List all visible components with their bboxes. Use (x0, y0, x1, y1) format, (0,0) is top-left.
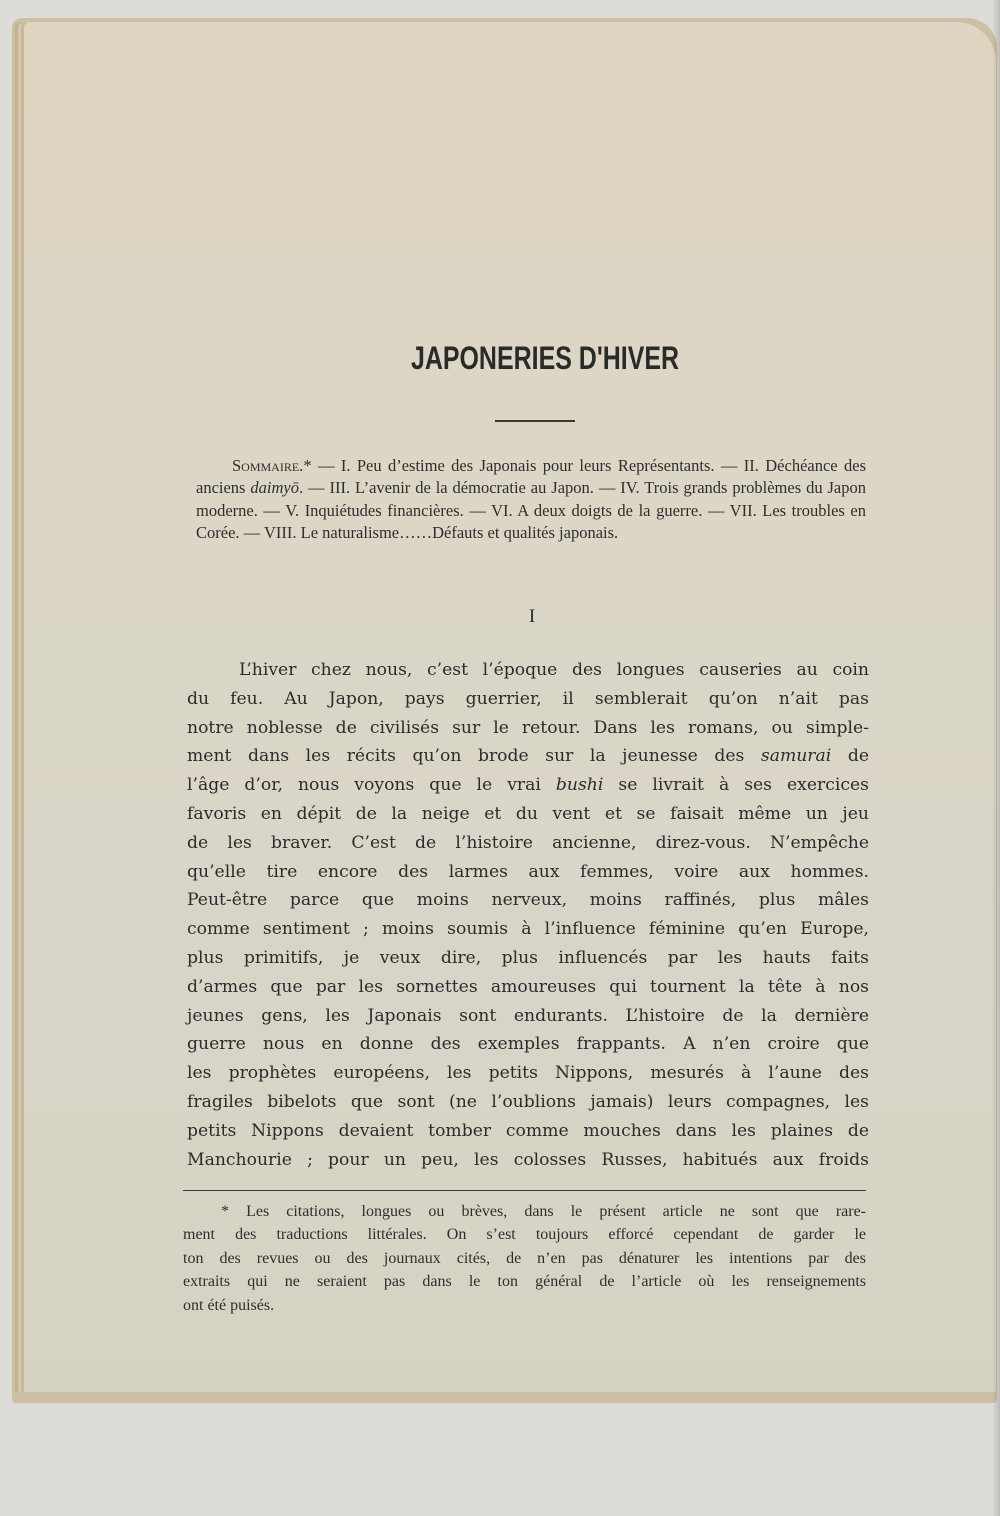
body-line: Peut-être parce que moins nerveux, moins raffinés, plus mâles (187, 890, 869, 911)
body-line: guerre nous en donne des exemples frappants. A n’en croire que (187, 1034, 869, 1055)
footnote-line: extraits qui ne seraient pas dans le ton général de l’article où les renseignements (183, 1273, 866, 1291)
body-line: de les braver. C’est de l’histoire ancienne, direz-vous. N’empêche (187, 832, 869, 853)
summary (196, 455, 866, 545)
body-line: qu’elle tire encore des larmes aux femmes, voire aux hommes. (187, 861, 869, 882)
page-shadow (992, 0, 1000, 1516)
body-text (187, 656, 869, 1174)
body-line: jeunes gens, les Japonais sont endurants. L’histoire de la dernière (187, 1005, 869, 1026)
body-line: plus primitifs, je veux dire, plus influencés par les hauts faits (187, 947, 869, 968)
body-line: Manchourie ; pour un peu, les colosses Russes, habitués aux froids (187, 1149, 869, 1170)
summary-text-2: . — III. L’avenir de la démocratie au Japon. — IV. Trois grands problèmes du Japon moderne. — V. Inquiétudes financières. — VI. A deux doigts de la guerre. — VII. Les troubles en Corée. — VIII. Le naturalisme……Défauts et qualités japonais. (196, 478, 866, 543)
summary-text-1: — I. Peu d’estime des Japonais pour leurs Représentants. — II. Déchéance des anciens (196, 456, 866, 498)
footnote-line: ont été puisés. (183, 1296, 275, 1314)
footnote-line: ment des traductions littérales. On s’est toujours efforcé cependant de garder le (183, 1226, 866, 1244)
body-line: du feu. Au Japon, pays guerrier, il semblerait qu’on n’ait pas (187, 688, 869, 709)
italic-term: samurai (760, 746, 832, 767)
section-number: I (528, 606, 536, 627)
footnote-marker: * (303, 456, 312, 475)
body-line: notre noblesse de civilisés sur le retour. Dans les romans, ou simple- (187, 717, 869, 738)
footnote-line: ton des revues ou des journaux cités, de n’en pas dénaturer les intentions par des (183, 1249, 866, 1267)
body-line: fragiles bibelots que sont (ne l’oublions jamais) leurs compagnes, les (187, 1091, 869, 1112)
footnote-line: * Les citations, longues ou brèves, dans le présent article ne sont que rare- (221, 1203, 866, 1220)
body-line: ment dans les récits qu’on brode sur la jeunesse des samurai de (187, 746, 869, 767)
body-line: petits Nippons devaient tomber comme mouches dans les plaines de (187, 1120, 869, 1141)
article-title: JAPONERIES D'HIVER (410, 340, 680, 376)
summary-paragraph (196, 455, 866, 545)
body-line: comme sentiment ; moins soumis à l’influence féminine qu’en Europe, (187, 919, 869, 940)
footnote (183, 1200, 866, 1317)
summary-italic-daimyo: daimyō (250, 478, 299, 498)
body-line: les prophètes européens, les petits Nippons, mesurés à l’aune des (187, 1063, 869, 1084)
body-line: L’hiver chez nous, c’est l’époque des longues causeries au coin (239, 660, 869, 680)
body-line: favoris en dépit de la neige et du vent et se faisait même un jeu (187, 803, 869, 824)
title-divider (495, 420, 575, 422)
body-line: d’armes que par les sornettes amoureuses qui tournent la tête à nos (187, 976, 869, 997)
footnote-divider (183, 1190, 866, 1191)
body-line: l’âge d’or, nous voyons que le vrai bushi se livrait à ses exercices (187, 775, 870, 796)
summary-label: Sommaire. (232, 456, 304, 475)
italic-term: bushi (555, 775, 604, 796)
